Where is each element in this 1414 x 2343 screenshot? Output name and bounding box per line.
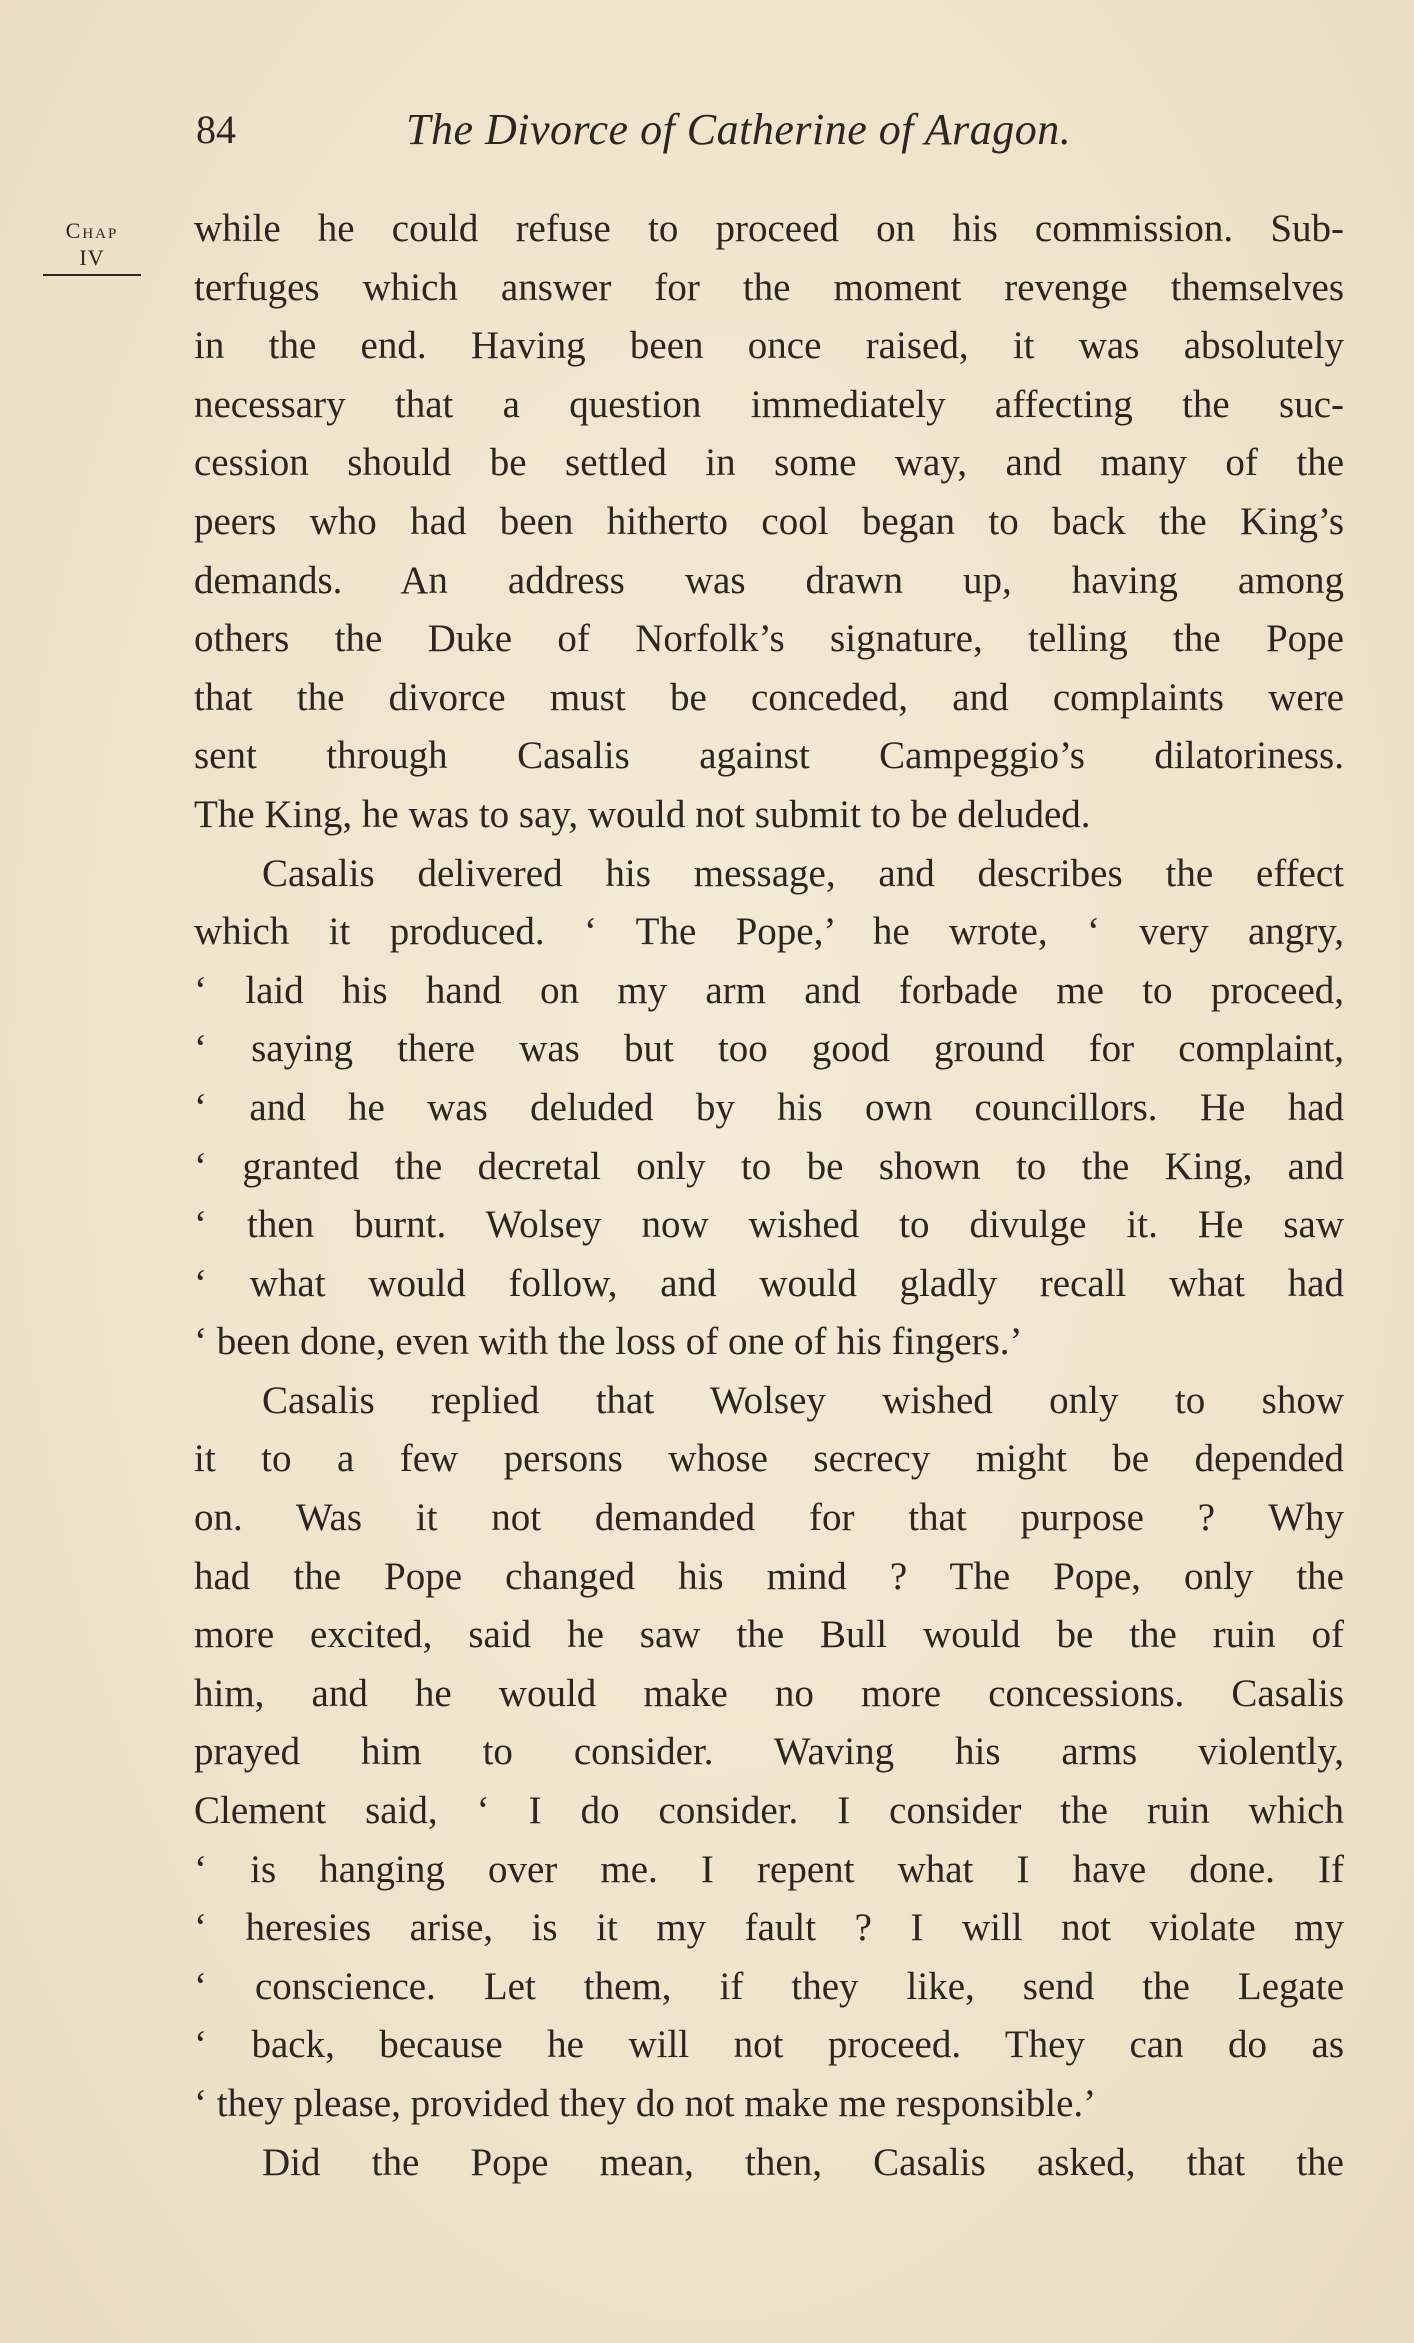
text-line: ‘ saying there was but too good ground for complaint, — [194, 1027, 1344, 1071]
text-line: cession should be settled in some way, and many of the — [194, 441, 1344, 485]
text-line: ‘ granted the decretal only to be shown to the King, and — [194, 1144, 1344, 1188]
text-line: necessary that a question immediately affecting the suc- — [194, 382, 1344, 426]
text-line: which it produced. ‘ The Pope,’ he wrote, ‘ very angry, — [194, 910, 1344, 954]
text-line: it to a few persons whose secrecy might be depended — [194, 1437, 1344, 1481]
paragraph-first-line: Did the Pope mean, then, Casalis asked, that the — [262, 2140, 1344, 2184]
page-header — [196, 100, 1356, 170]
text-line: prayed him to consider. Waving his arms violently, — [194, 1730, 1344, 1774]
text-line: on. Was it not demanded for that purpose ? Why — [194, 1496, 1344, 1540]
paragraph-first-line: Casalis delivered his message, and describes the effect — [262, 851, 1344, 895]
text-line: ‘ been done, even with the loss of one of his fingers.’ — [194, 1320, 1023, 1364]
text-line: sent through Casalis against Campeggio’s dilatoriness. — [194, 734, 1344, 778]
text-line: The King, he was to say, would not submit to be deluded. — [194, 792, 1091, 836]
text-line: ‘ heresies arise, is it my fault ? I will not violate my — [194, 1906, 1344, 1950]
chapter-label: Chap — [65, 218, 119, 243]
text-line: ‘ conscience. Let them, if they like, send the Legate — [194, 1964, 1344, 2008]
paragraph-first-line: Casalis replied that Wolsey wished only to show — [262, 1378, 1344, 1422]
text-line: in the end. Having been once raised, it was absolutely — [194, 324, 1344, 368]
text-line: more excited, said he saw the Bull would be the ruin of — [194, 1613, 1344, 1657]
text-line: ‘ then burnt. Wolsey now wished to divulge it. He saw — [194, 1203, 1344, 1247]
chapter-rule — [43, 274, 141, 276]
text-line: demands. An address was drawn up, having among — [194, 558, 1344, 602]
text-line: ‘ and he was deluded by his own councillors. He had — [194, 1085, 1344, 1129]
page-number: 84 — [196, 107, 236, 152]
chapter-margin-note — [38, 216, 146, 276]
text-line: ‘ is hanging over me. I repent what I have done. If — [194, 1847, 1344, 1891]
text-line: that the divorce must be conceded, and complaints were — [194, 675, 1344, 719]
chapter-number: IV — [79, 245, 105, 270]
text-line: others the Duke of Norfolk’s signature, telling the Pope — [194, 617, 1344, 661]
text-line: terfuges which answer for the moment revenge themselves — [194, 265, 1344, 309]
text-line: while he could refuse to proceed on his commission. Sub- — [194, 207, 1344, 250]
text-line: ‘ back, because he will not proceed. They can do as — [194, 2023, 1344, 2067]
text-line: ‘ laid his hand on my arm and forbade me to proceed, — [194, 968, 1344, 1012]
body-text — [194, 200, 1344, 2192]
text-line: ‘ what would follow, and would gladly recall what had — [194, 1261, 1344, 1305]
text-line: Clement said, ‘ I do consider. I consider the ruin which — [194, 1789, 1344, 1833]
text-line: ‘ they please, provided they do not make me responsible.’ — [194, 2082, 1097, 2125]
text-line: had the Pope changed his mind ? The Pope, only the — [194, 1554, 1344, 1598]
running-title: The Divorce of Catherine of Aragon. — [406, 105, 1072, 154]
text-line: him, and he would make no more concessions. Casalis — [194, 1671, 1344, 1715]
text-line: peers who had been hitherto cool began to back the King’s — [194, 499, 1344, 543]
